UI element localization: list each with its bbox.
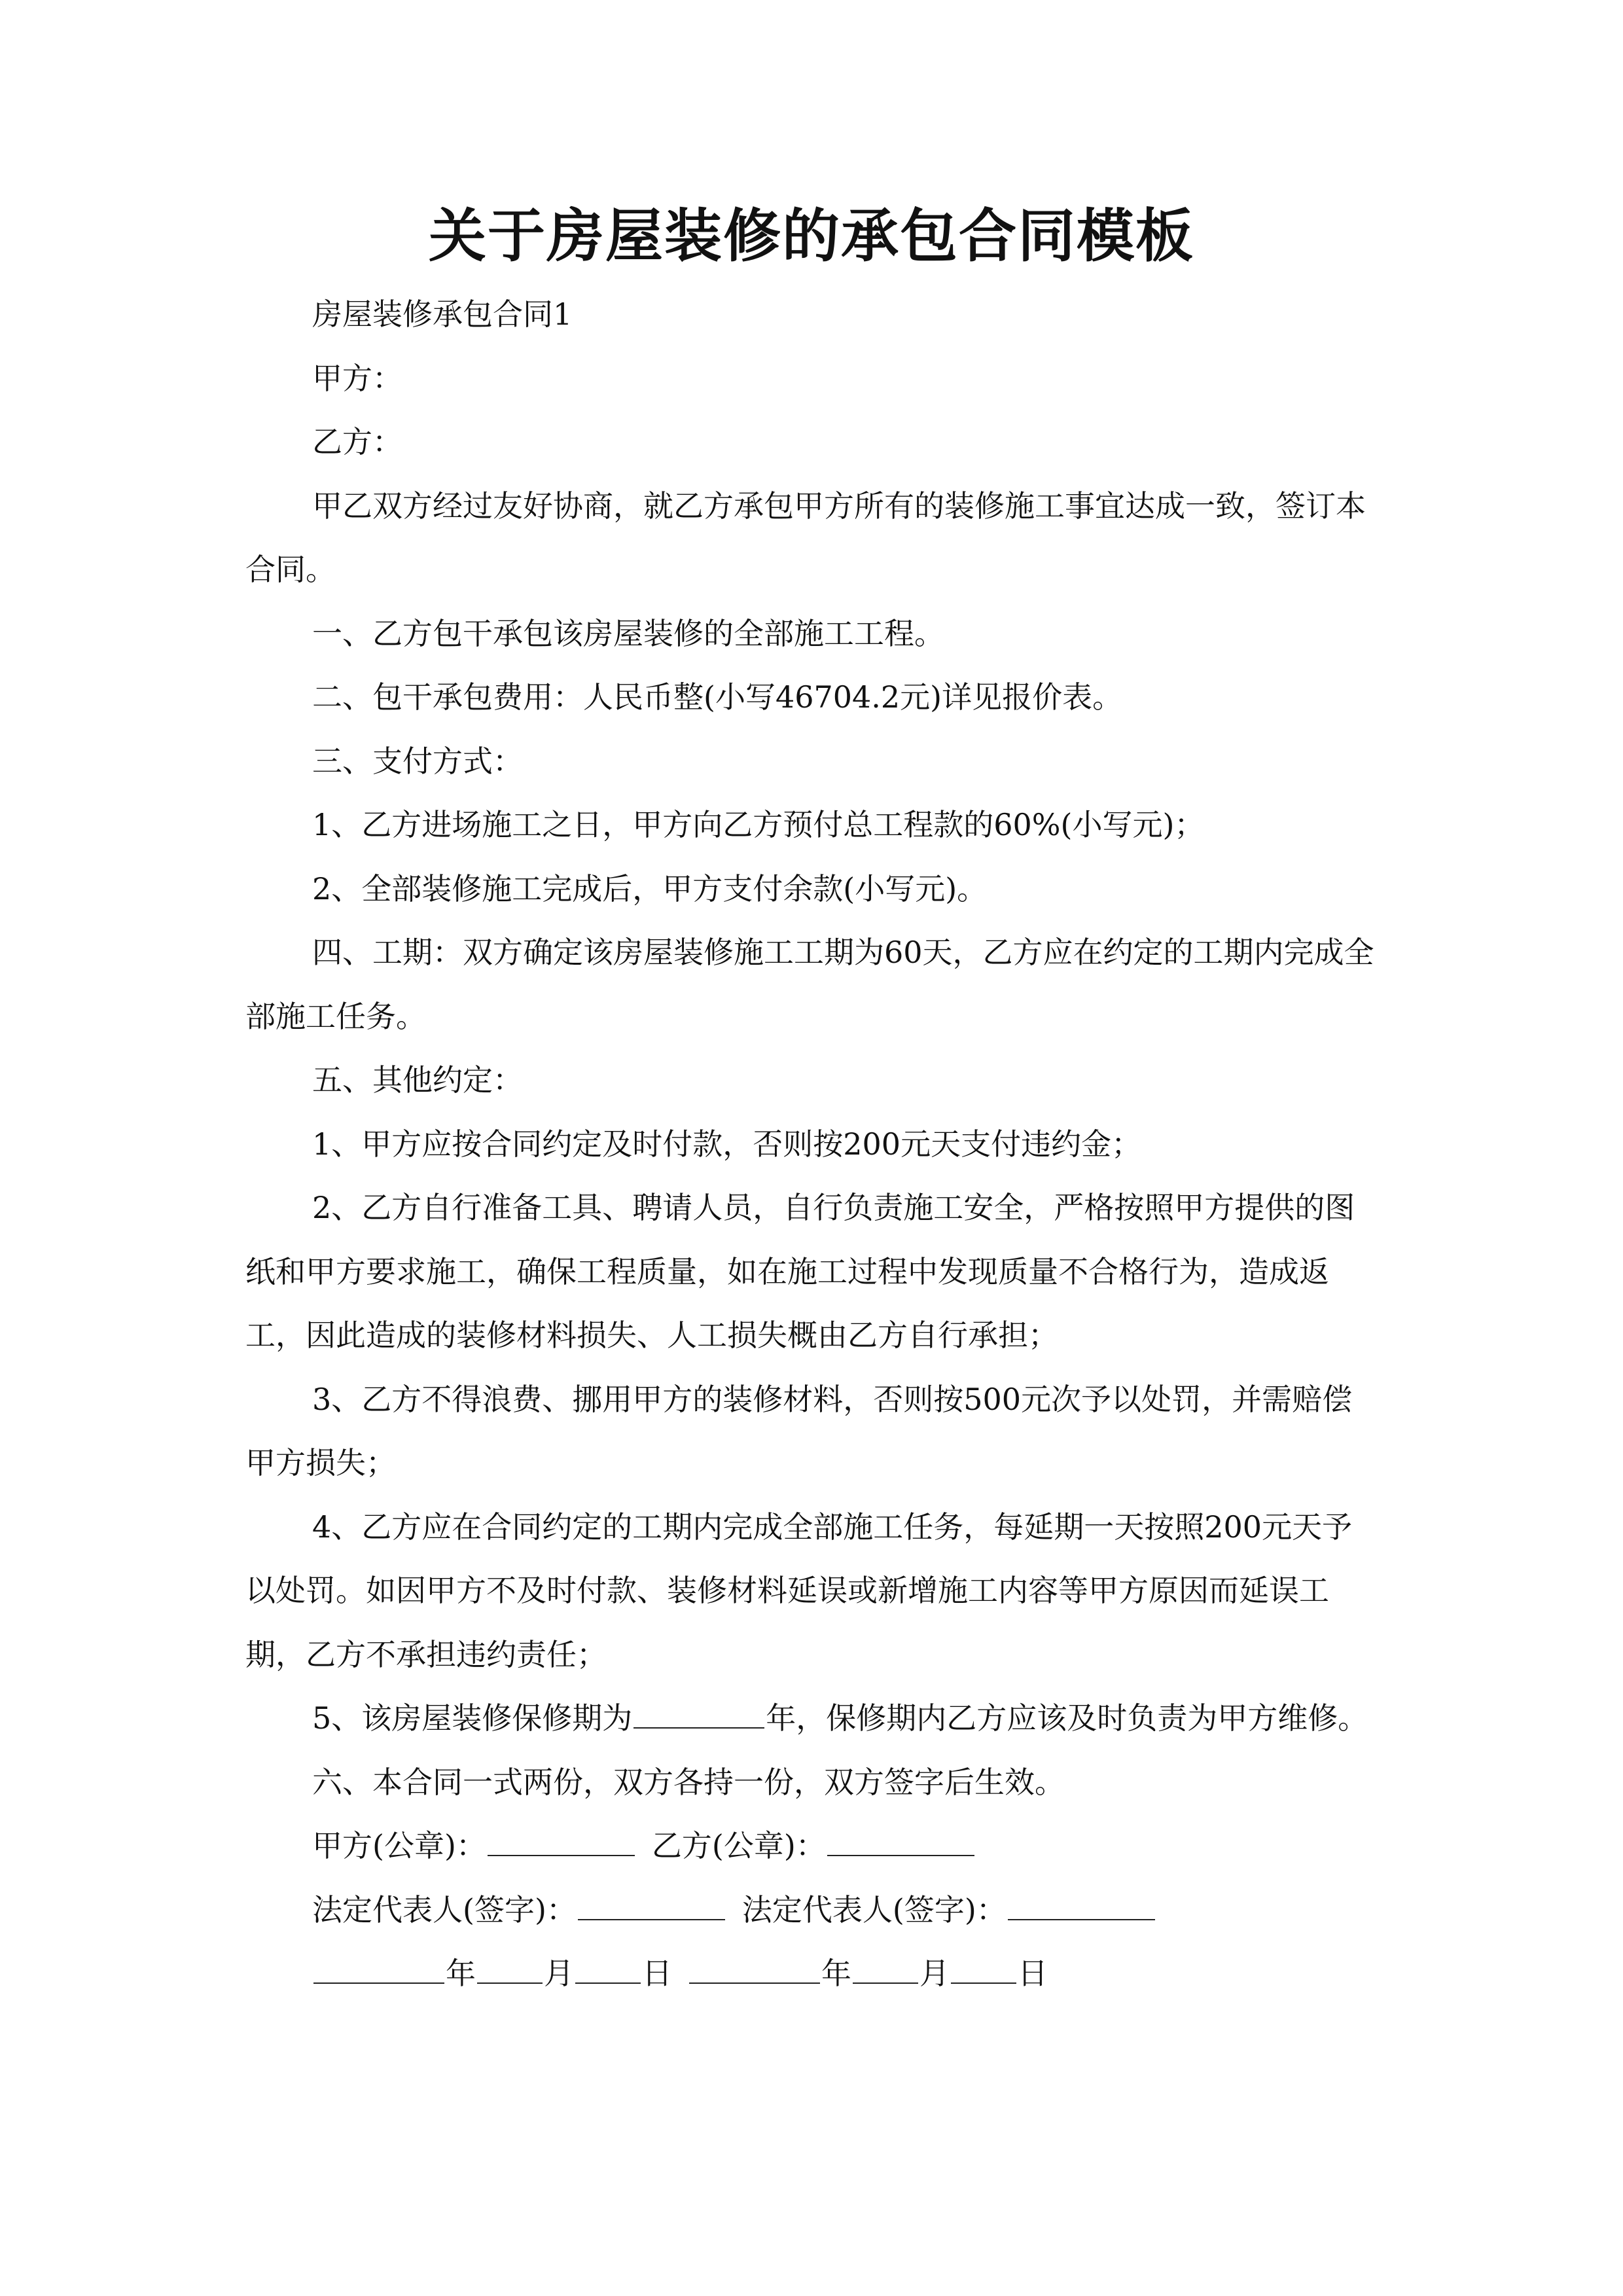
clause-5-4: 4、乙方应在合同约定的工期内完成全部施工任务，每延期一天按照200元天予以处罚。如因甲方不及时付款、装修材料延误或新增施工内容等甲方原因而延误工期，乙方不承担违约责任； (245, 1509, 1353, 1672)
clause-3-2: 2、全部装修施工完成后，甲方支付余款(小写元)。 (312, 870, 988, 906)
party-b-rep-blank (1008, 1882, 1155, 1920)
party-b-day-blank (951, 1946, 1016, 1984)
party-b-rep-label: 法定代表人(签字)： (741, 1892, 1007, 1928)
party-b-line: 乙方： (312, 424, 402, 459)
clause-2: 二、包干承包费用：人民币整(小写46704.2元)详见报价表。 (312, 679, 1123, 715)
clause-5-5-pre: 5、该房屋装修保修期为 (312, 1700, 633, 1736)
clause-6: 六、本合同一式两份，双方各持一份，双方签字后生效。 (312, 1764, 1065, 1800)
clause-5-3: 3、乙方不得浪费、挪用甲方的装修材料，否则按500元次予以处罚，并需赔偿甲方损失； (245, 1381, 1353, 1480)
party-a-month-label: 月 (544, 1956, 574, 1991)
clause-1: 一、乙方包干承包该房屋装修的全部施工工程。 (312, 615, 944, 651)
party-a-month-blank (477, 1946, 543, 1984)
intro-paragraph: 甲乙双方经过友好协商，就乙方承包甲方所有的装修施工事宜达成一致，签订本合同。 (245, 488, 1366, 587)
party-a-year-label: 年 (446, 1956, 476, 1991)
party-b-year-label: 年 (821, 1956, 851, 1991)
party-a-seal-blank (488, 1818, 635, 1856)
clause-5-2: 2、乙方自行准备工具、聘请人员，自行负责施工安全，严格按照甲方提供的图纸和甲方要求施工，确保工程质量，如在施工过程中发现质量不合格行为，造成返工，因此造成的装修材料损失、人工损失概由乙方自行承担； (245, 1190, 1355, 1353)
clause-3-title: 三、支付方式： (312, 743, 523, 779)
party-b-seal-label: 乙方(公章)： (651, 1828, 826, 1863)
date-line (245, 1942, 1381, 2006)
party-b-year-blank (689, 1946, 820, 1984)
document-body (245, 283, 1381, 2006)
party-a-rep-blank (578, 1882, 725, 1920)
party-a-year-blank (313, 1946, 444, 1984)
party-b-month-blank (853, 1946, 918, 1984)
clause-5-5 (245, 1687, 1381, 1751)
representative-line (245, 1878, 1381, 1943)
clause-5-1: 1、甲方应按合同约定及时付款，否则按200元天支付违约金； (312, 1126, 1142, 1162)
party-b-day-label: 日 (1018, 1956, 1048, 1991)
party-a-day-label: 日 (642, 1956, 672, 1991)
party-a-line: 甲方： (312, 360, 402, 396)
party-a-seal-label: 甲方(公章)： (312, 1828, 486, 1863)
clause-4: 四、工期：双方确定该房屋装修施工工期为60天，乙方应在约定的工期内完成全部施工任务。 (245, 935, 1374, 1034)
clause-3-1: 1、乙方进场施工之日，甲方向乙方预付总工程款的60%(小写元)； (312, 807, 1205, 842)
party-b-month-label: 月 (919, 1956, 950, 1991)
party-a-day-blank (575, 1946, 641, 1984)
party-a-rep-label: 法定代表人(签字)： (312, 1892, 577, 1928)
clause-5-5-post: 年，保修期内乙方应该及时负责为甲方维修。 (766, 1700, 1368, 1736)
seal-line (245, 1814, 1381, 1878)
party-b-seal-blank (827, 1818, 974, 1856)
document-title: 关于房屋装修的承包合同模板 (428, 202, 1194, 270)
warranty-years-blank (633, 1691, 764, 1729)
clause-5-title: 五、其他约定： (312, 1062, 523, 1098)
subtitle: 房屋装修承包合同1 (312, 296, 573, 332)
